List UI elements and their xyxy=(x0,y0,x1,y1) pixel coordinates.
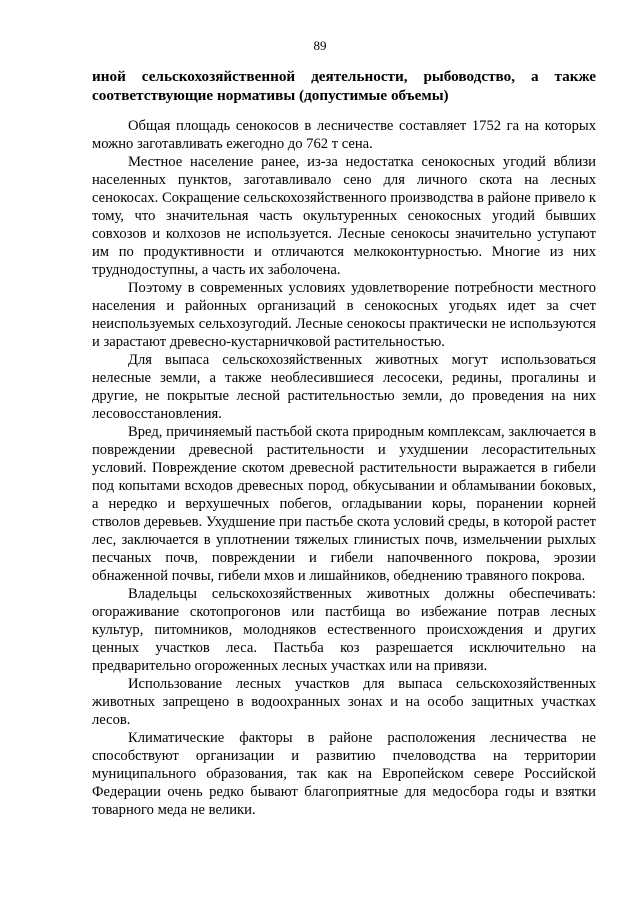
paragraph-grazing-damage: Вред, причиняемый пастьбой скота природным комплексам, заключается в повреждении древесной растительности и ухудшении лесорастительных условий. Повреждение скотом древесной растительности выражается в гибели под копытами всходов древесных пород, обкусывании и обламывании боковых, а нередко и верхушечных побегов, огладывании коры, поранении корней стволов деревьев. Ухудшение при пастьбе скота условий среды, в которой растет лес, заключается в уплотнении тяжелых глинистых почв, измельчении рыхлых песчаных почв, повреждении и гибели напочвенного покрова, эрозии обнаженной почвы, гибели мхов и лишайников, обеднению травяного покрова. xyxy=(92,424,596,584)
paragraph-grazing-lands: Для выпаса сельскохозяйственных животных могут использоваться нелесные земли, а также необлесившиеся лесосеки, редины, прогалины и другие, не покрытые лесной растительностью земли, до проведения на них лесовосстановления. xyxy=(92,352,596,422)
paragraph-local-population: Местное население ранее, из-за недостатка сенокосных угодий вблизи населенных пунктов, заготавливало сено для личного скота на лесных сенокосах. Сокращение сельскохозяйственного производства в районе привело к тому, что значительная часть окультуренных сенокосных угодий бывших совхозов и колхозов не используется. Лесные сенокосы значительно уступают им по продуктивности и отличаются мелкоконтурностью. Многие из них труднодоступны, а часть их заболочена. xyxy=(92,154,596,278)
paragraph-owner-obligations: Владельцы сельскохозяйственных животных должны обеспечивать: огораживание скотопрогонов или пастбища во избежание потрав лесных культур, питомников, молодняков естественного происхождения и других ценных участков леса. Пастьба коз разрешается исключительно на предварительно огороженных лесных участках или на привязи. xyxy=(92,586,596,674)
paragraph-hayfield-area: Общая площадь сенокосов в лесничестве составляет 1752 га на которых можно заготавливать ежегодно до 762 т сена. xyxy=(92,118,596,152)
page-number: 89 xyxy=(313,38,327,53)
section-heading: иной сельскохозяйственной деятельности, рыбоводство, а также соответствующие нормативы (допустимые объемы) xyxy=(92,68,596,104)
page-content xyxy=(92,67,596,819)
paragraph-grazing-prohibition: Использование лесных участков для выпаса сельскохозяйственных животных запрещено в водоохранных зонах и на особо защитных участках лесов. xyxy=(92,676,596,728)
paragraph-beekeeping-climate: Климатические факторы в районе расположения лесничества не способствуют организации и развитию пчеловодства на территории муниципального образования, так как на Европейском севере Российской Федерации очень редко бывают благоприятные для медосбора годы и взятки товарного меда не велики. xyxy=(92,730,596,818)
paragraph-modern-conditions: Поэтому в современных условиях удовлетворение потребности местного населения и районных организаций в сенокосных угодьях идет за счет неиспользуемых сельхозугодий. Лесные сенокосы практически не используются и зарастают древесно-кустарничковой растительностью. xyxy=(92,280,596,350)
